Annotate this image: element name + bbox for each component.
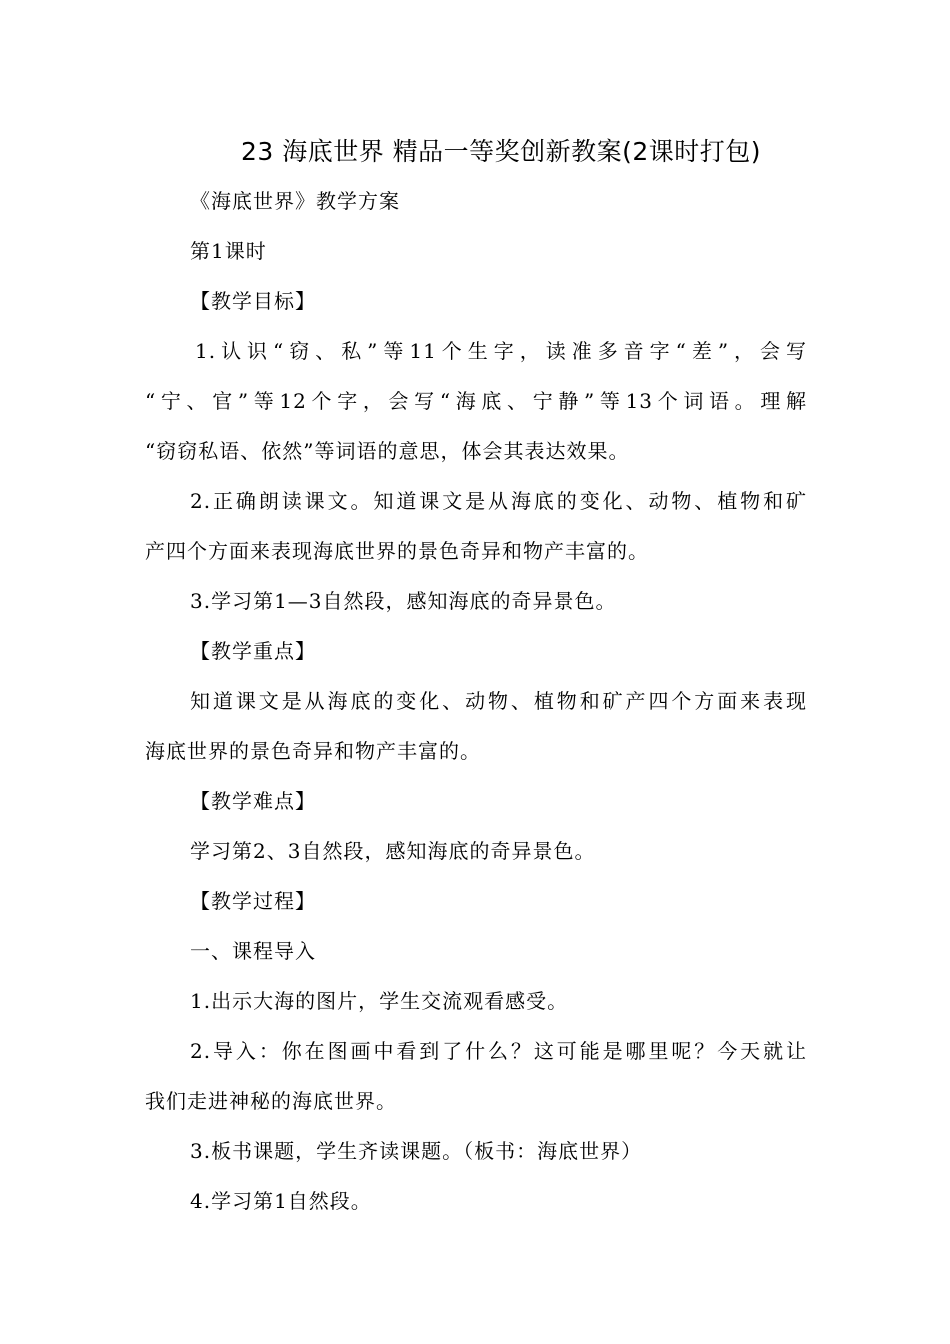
text-line: 《海底世界》教学方案 bbox=[190, 189, 400, 213]
text-line: 1.出示大海的图片，学生交流观看感受。 bbox=[190, 989, 569, 1013]
text-line: 学习第2、3自然段，感知海底的奇异景色。 bbox=[190, 839, 596, 863]
text-line: 3.板书课题，学生齐读课题。（板书：海底世界） bbox=[190, 1139, 643, 1163]
section-heading: 【教学难点】 bbox=[190, 789, 316, 813]
text-line: “窃窃私语、依然”等词语的意思，体会其表达效果。 bbox=[145, 439, 630, 463]
section-heading: 【教学目标】 bbox=[190, 289, 316, 313]
document-title: 23 海底世界 精品一等奖创新教案(2课时打包) bbox=[240, 137, 762, 166]
text-line: 海底世界的景色奇异和物产丰富的。 bbox=[145, 739, 481, 763]
text-line: “宁、官”等12个字，会写“海底、宁静”等13个词语。理解 bbox=[145, 389, 807, 413]
section-heading: 【教学重点】 bbox=[190, 639, 316, 663]
text-line: 2.正确朗读课文。知道课文是从海底的变化、动物、植物和矿 bbox=[190, 489, 807, 513]
text-line: 2.导入：你在图画中看到了什么？这可能是哪里呢？今天就让 bbox=[190, 1039, 807, 1063]
text-line: 第1课时 bbox=[190, 239, 267, 263]
text-line: 一、课程导入 bbox=[190, 939, 316, 963]
text-line: 3.学习第1—3自然段，感知海底的奇异景色。 bbox=[190, 589, 617, 613]
text-line: 产四个方面来表现海底世界的景色奇异和物产丰富的。 bbox=[145, 539, 649, 563]
text-line: 知道课文是从海底的变化、动物、植物和矿产四个方面来表现 bbox=[190, 689, 807, 713]
text-line: 1.认识“窃、私”等11个生字，读准多音字“差”，会写 bbox=[195, 339, 807, 363]
text-line: 我们走进神秘的海底世界。 bbox=[145, 1089, 397, 1113]
text-line: 4.学习第1自然段。 bbox=[190, 1189, 372, 1213]
section-heading: 【教学过程】 bbox=[190, 889, 316, 913]
